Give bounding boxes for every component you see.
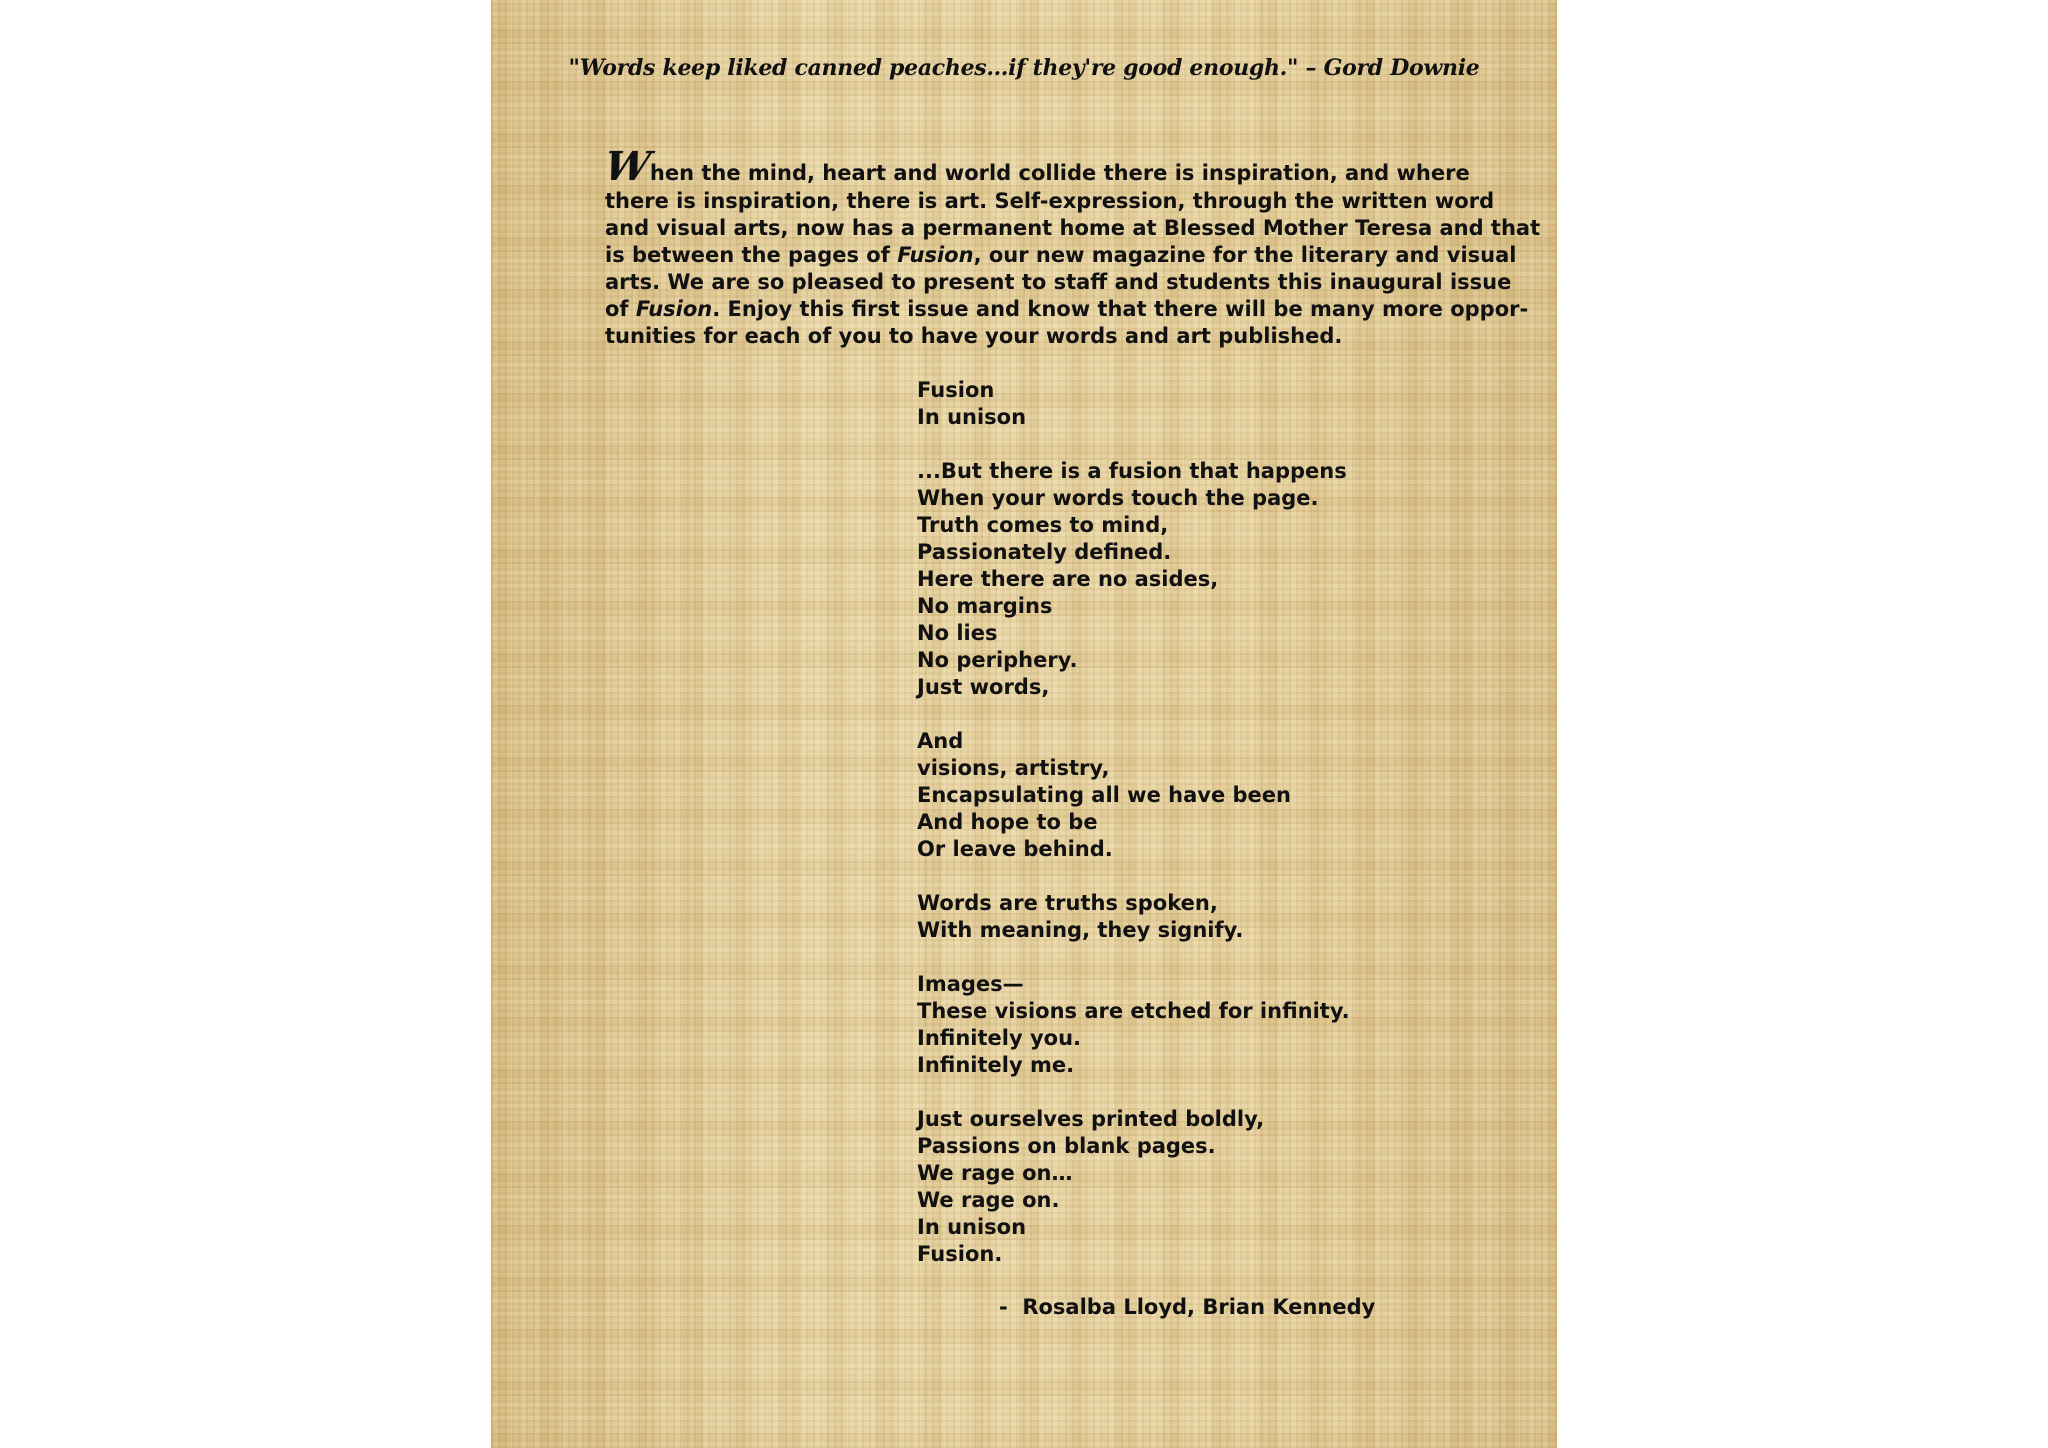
poem-line: We rage on… <box>917 1161 1073 1185</box>
poem-line: Fusion <box>917 378 995 402</box>
magazine-page <box>491 0 1557 1448</box>
poem-line: Encapsulating all we have been <box>917 783 1291 807</box>
poem-line: Just words, <box>917 675 1050 699</box>
poem-line: Passions on blank pages. <box>917 1134 1216 1158</box>
poem-line: With meaning, they signify. <box>917 918 1244 942</box>
poem-stanza <box>917 1106 1350 1268</box>
poem-line: When your words touch the page. <box>917 486 1319 510</box>
magazine-name: Fusion <box>897 243 974 267</box>
poem-line: Images— <box>917 972 1024 996</box>
intro-line <box>605 323 1455 350</box>
intro-line <box>605 296 1529 323</box>
poem-line: Or leave behind. <box>917 837 1113 861</box>
poem-line: Infinitely you. <box>917 1026 1082 1050</box>
poem-line: ...But there is a fusion that happens <box>917 459 1347 483</box>
poem-line: Infinitely me. <box>917 1053 1075 1077</box>
intro-text: tunities for each of you to have your words and art published. <box>605 324 1343 348</box>
intro-text: there is inspiration, there is art. Self-expression, through the written word <box>605 189 1495 213</box>
poem-line: These visions are etched for infinity. <box>917 999 1350 1023</box>
poem-line: And <box>917 729 964 753</box>
intro-line <box>605 269 1512 296</box>
drop-cap: W <box>601 143 654 190</box>
poem-stanza <box>917 728 1350 863</box>
poem-stanza <box>917 971 1350 1079</box>
poem-stanza <box>917 890 1350 944</box>
poem <box>917 377 1350 1295</box>
intro-line <box>605 242 1517 269</box>
intro-text: of <box>605 297 636 321</box>
poem-line: Passionately defined. <box>917 540 1172 564</box>
poem-line: Words are truths spoken, <box>917 891 1218 915</box>
poem-line: We rage on. <box>917 1188 1060 1212</box>
intro-line <box>605 188 1495 215</box>
poem-line: No lies <box>917 621 998 645</box>
poem-stanza <box>917 458 1350 701</box>
intro-paragraph <box>601 143 1541 350</box>
poem-line: No margins <box>917 594 1053 618</box>
poem-line: Here there are no asides, <box>917 567 1219 591</box>
poem-signature: - Rosalba Lloyd, Brian Kennedy <box>999 1295 1376 1319</box>
intro-text: arts. We are so pleased to present to staff and students this inaugural issue <box>605 270 1512 294</box>
poem-stanza <box>917 377 1350 431</box>
intro-text: and visual arts, now has a permanent home at Blessed Mother Teresa and that <box>605 216 1541 240</box>
poem-line: Fusion. <box>917 1242 1003 1266</box>
poem-line: No periphery. <box>917 648 1078 672</box>
intro-line <box>601 143 1470 190</box>
epigraph-quote: "Words keep liked canned peaches…if they're good enough." – Gord Downie <box>568 55 1480 81</box>
intro-text: , our new magazine for the literary and visual <box>973 243 1517 267</box>
poem-line: In unison <box>917 405 1027 429</box>
poem-line: And hope to be <box>917 810 1098 834</box>
magazine-name: Fusion <box>635 297 713 321</box>
intro-line <box>605 215 1541 242</box>
poem-line: visions, artistry, <box>917 756 1110 780</box>
poem-line: Just ourselves printed boldly, <box>917 1107 1265 1131</box>
poem-line: Truth comes to mind, <box>917 513 1169 537</box>
intro-text: is between the pages of <box>605 243 898 267</box>
poem-line: In unison <box>917 1215 1027 1239</box>
intro-text: . Enjoy this first issue and know that there will be many more oppor- <box>712 297 1529 321</box>
intro-text: hen the mind, heart and world collide there is inspiration, and where <box>649 161 1470 185</box>
